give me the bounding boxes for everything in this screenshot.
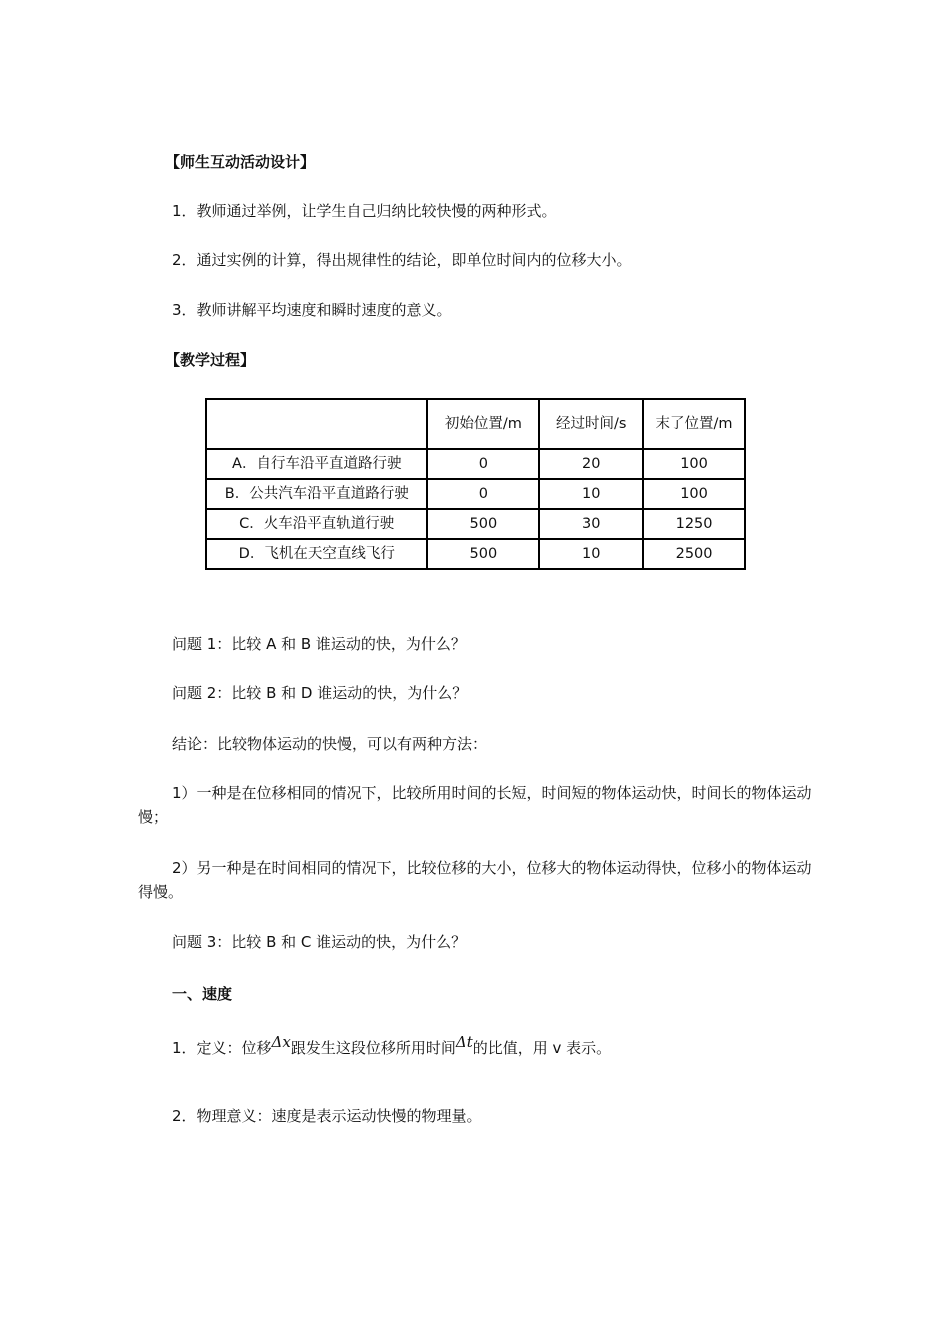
- table-header-cell: 末了位置/m: [643, 399, 745, 449]
- table-cell: 500: [427, 539, 539, 569]
- table-cell: 10: [539, 479, 643, 509]
- speed-definition: [172, 1033, 612, 1060]
- table-cell: B．公共汽车沿平直道路行驶: [206, 479, 427, 509]
- question-3: 问题 3：比较 B 和 C 谁运动的快，为什么？: [172, 933, 467, 951]
- table-cell: D．飞机在天空直线飞行: [206, 539, 427, 569]
- question-2: 问题 2：比较 B 和 D 谁运动的快，为什么？: [172, 684, 468, 702]
- table-row: [206, 509, 745, 539]
- speed-heading: 一、速度: [172, 985, 233, 1003]
- table-header-cell: 经过时间/s: [539, 399, 643, 449]
- table-cell: 2500: [643, 539, 745, 569]
- table-cell: 20: [539, 449, 643, 479]
- table-cell: 30: [539, 509, 643, 539]
- table-cell: 0: [427, 449, 539, 479]
- table-cell: 0: [427, 479, 539, 509]
- conclusion: 结论：比较物体运动的快慢，可以有两种方法：: [172, 735, 488, 753]
- definition-text: 跟发生这段位移所用时间: [290, 1039, 456, 1057]
- table-cell: 1250: [643, 509, 745, 539]
- process-heading: 【教学过程】: [165, 351, 256, 369]
- table-cell: 500: [427, 509, 539, 539]
- interaction-item-2: 2．通过实例的计算，得出规律性的结论，即单位时间内的位移大小。: [172, 251, 632, 269]
- question-1: 问题 1：比较 A 和 B 谁运动的快，为什么？: [172, 635, 466, 653]
- table-row: [206, 479, 745, 509]
- table-cell: C．火车沿平直轨道行驶: [206, 509, 427, 539]
- speed-meaning: 2．物理意义：速度是表示运动快慢的物理量。: [172, 1107, 482, 1125]
- table-header-cell: 初始位置/m: [427, 399, 539, 449]
- table-cell: 100: [643, 479, 745, 509]
- method-1: 1）一种是在位移相同的情况下，比较所用时间的长短，时间短的物体运动快，时间长的物体运动慢；: [138, 784, 812, 826]
- table-cell: 100: [643, 449, 745, 479]
- table-row: [206, 449, 745, 479]
- delta-t-symbol: Δt: [455, 1033, 473, 1051]
- table-cell: 10: [539, 539, 643, 569]
- interaction-item-1: 1．教师通过举例，让学生自己归纳比较快慢的两种形式。: [172, 202, 557, 220]
- table-cell: A．自行车沿平直道路行驶: [206, 449, 427, 479]
- motion-data-table: [205, 398, 746, 570]
- table-header-cell: [206, 399, 427, 449]
- definition-text: 的比值，用 v 表示。: [472, 1039, 612, 1057]
- interaction-heading: 【师生互动活动设计】: [165, 153, 316, 171]
- definition-text: 1．定义：位移: [172, 1039, 272, 1057]
- interaction-item-3: 3．教师讲解平均速度和瞬时速度的意义。: [172, 301, 452, 319]
- delta-x-symbol: Δx: [271, 1033, 291, 1051]
- method-2: 2）另一种是在时间相同的情况下，比较位移的大小，位移大的物体运动得快，位移小的物体运动得慢。: [138, 859, 812, 901]
- table-header-row: [206, 399, 745, 449]
- table-row: [206, 539, 745, 569]
